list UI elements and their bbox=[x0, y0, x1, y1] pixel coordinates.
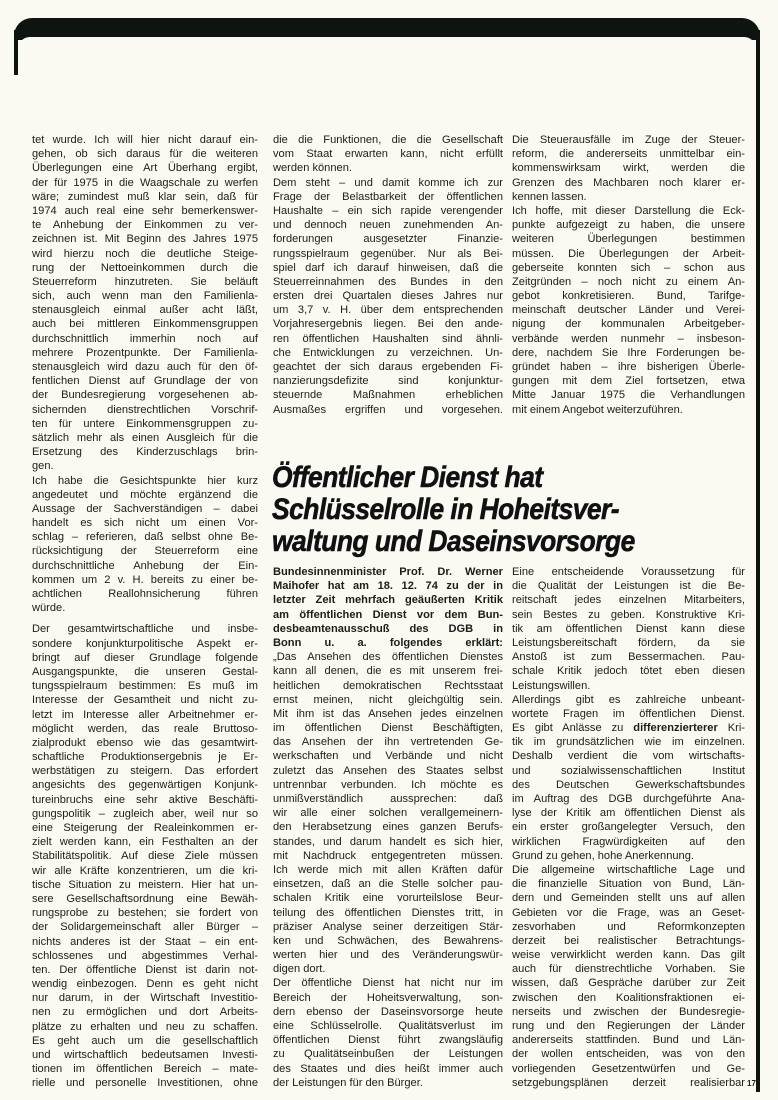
text-line: dere, nachdem Sie Ihre Forderungen be- bbox=[512, 346, 745, 359]
text-line: Anstoß ist zum Bessermachen. Pau- bbox=[512, 651, 745, 664]
text-line: dern und Gemeinden stellt uns auf allen bbox=[512, 892, 745, 905]
text-line: wendig einbezogen. Denn es geht nicht bbox=[32, 978, 258, 991]
text-line: digen dort. bbox=[273, 963, 326, 976]
text-line: ken und Schwächen, des Bewahrens- bbox=[273, 934, 503, 947]
text-line: vorliegenden Gesetzentwürfen und Ge- bbox=[512, 1062, 745, 1075]
text-line: derzeit bei realistischer Betrachtungs- bbox=[512, 934, 745, 947]
text-line: schale Kritik jedoch tötet eben diesen bbox=[512, 665, 745, 678]
text-line: che Entwicklungen zu verzeichnen. Un- bbox=[273, 346, 503, 359]
text-line: zu Qualitätseinbußen der Leistungen bbox=[273, 1048, 503, 1061]
text-line: Interesse der Gesamtheit und nicht zu- bbox=[32, 694, 258, 707]
text-line: nen zu ermöglichen und dort Arbeits- bbox=[32, 1006, 258, 1019]
text-line: Aussage der Sachverständigen – dabei bbox=[32, 502, 258, 515]
text-line: zeichnen ist. Mit Beginn des Jahres 1975 bbox=[32, 233, 258, 246]
headline-line: Schlüsselrolle in Hoheitsver- bbox=[272, 493, 620, 526]
text-line: wirklichen Fragwürdigkeiten auf den bbox=[512, 835, 745, 848]
text-line: Bereich der Hoheitsverwaltung, son- bbox=[273, 991, 503, 1004]
text-line: lyse der Kritik am öffentlichen Dienst als bbox=[512, 807, 745, 820]
text-line: der Leistungen für den Bürger. bbox=[273, 1076, 423, 1089]
text-line: tureinbruchs eine sehr aktive Beschäfti- bbox=[32, 793, 258, 806]
paragraph bbox=[273, 650, 503, 976]
text-line: einsetzen, daß an die Stelle solcher pau- bbox=[273, 878, 503, 891]
text-line: wir alle einer solchen verallgemeinern- bbox=[273, 807, 503, 820]
text-line: nerseits und zwischen der Bundesregie- bbox=[512, 1005, 745, 1018]
text-line: rücksichtigung der Steuerreform eine bbox=[32, 545, 258, 558]
left-frame-rule bbox=[14, 30, 18, 75]
text-line: Mitte Januar 1975 die Verhandlungen bbox=[512, 389, 745, 402]
text-line: vom Staat erwarten kann, nicht erfüllt bbox=[273, 148, 503, 161]
text-line: möglicht werden, das reale Bruttoso- bbox=[32, 722, 258, 735]
text-segment: Es gibt Anlässe zu bbox=[512, 722, 634, 735]
text-line: durchschnittlich immerhin noch auf bbox=[32, 332, 258, 345]
text-line: kann all denen, die es mit unserem frei- bbox=[273, 665, 503, 678]
text-line: durchschnittliche Anhebung der Ein- bbox=[32, 559, 258, 572]
text-line: wäre; zumindest muß klar sein, daß für bbox=[32, 190, 258, 203]
text-line: werden können. bbox=[273, 162, 352, 175]
paragraph bbox=[273, 176, 503, 417]
text-line: rung und den Regierungen der Länder bbox=[512, 1020, 745, 1032]
text-line: tionen im öffentlichen Bereich – mate- bbox=[32, 1063, 258, 1076]
text-line: mit einem Angebot weiterzuführen. bbox=[512, 403, 683, 416]
paragraph bbox=[512, 133, 745, 204]
text-line: spiel darf ich darauf hinweisen, daß die bbox=[273, 261, 503, 274]
text-line: forderungen ausgesetzter Finanzie- bbox=[273, 233, 503, 246]
text-line: desbeamtenausschuß des DGB in bbox=[273, 622, 503, 635]
text-line: um 3,7 v. H. über dem entsprechenden bbox=[273, 304, 503, 317]
page-frame-inner bbox=[18, 37, 756, 67]
paragraph bbox=[32, 474, 258, 616]
text-line: zialprodukt ebenso wie das gesamtwirt- bbox=[32, 736, 258, 749]
text-line: des Staates und dies heißt immer auch bbox=[273, 1062, 503, 1075]
column-middle-bottom bbox=[273, 565, 503, 1090]
text-line: sondere konjunkturpolitische Aspekt er- bbox=[32, 637, 258, 650]
text-line: die die Funktionen, die die Gesellschaft bbox=[273, 134, 503, 146]
paragraph bbox=[512, 863, 745, 1090]
text-line: auch für dienstrechtliche Vorhaben. Sie bbox=[512, 963, 745, 976]
text-line: plätze zu erhalten und neu zu schaffen. bbox=[32, 1020, 258, 1033]
text-line: tische Situation zu meistern. Hier hat un- bbox=[32, 878, 258, 891]
text-line: rung der Nettoeinkommen durch die bbox=[32, 261, 258, 274]
text-line: der Solidargemeinschaft aller Bürger – bbox=[32, 921, 258, 934]
text-line: wird hierzu noch die deutliche Steige- bbox=[32, 247, 258, 260]
text-line: sichernden dienstrechtlichen Vorschrif- bbox=[32, 403, 258, 416]
text-line: Grund zu gehen, hohe Anerkennung. bbox=[512, 849, 694, 862]
text-line: sein Bestes zu geben. Konstruktive Kri- bbox=[512, 608, 745, 621]
text-line: Vorjahresergebnis liegen. Bei den ande- bbox=[273, 318, 503, 331]
text-line: werten hier und des Veränderungswür- bbox=[273, 949, 503, 962]
text-line: und wirtschaftlich bedeutsamen Investi- bbox=[32, 1049, 258, 1061]
text-line: Deshalb verdient die vom wirtschafts- bbox=[512, 750, 745, 763]
text-line: Ersetzung des Kinderzuschlags brin- bbox=[32, 446, 258, 459]
text-line: standes, und darum handelt es sich hier, bbox=[273, 835, 503, 848]
paragraph bbox=[512, 693, 745, 863]
text-line: weise verwirklicht werden kann. Das gilt bbox=[512, 949, 745, 962]
text-line: müssen. Die Überlegungen der Arbeit- bbox=[512, 247, 745, 260]
paragraph bbox=[273, 133, 503, 176]
text-line: zesvorhaben und Reformkonzepten bbox=[512, 920, 745, 933]
text-line: punkte aufgezeigt zu haben, die unsere bbox=[512, 219, 745, 232]
text-line: Ausgangspunkte, die unseren Gestal- bbox=[32, 665, 258, 678]
text-line: mit Nachdruck entgegentreten müssen. bbox=[273, 849, 503, 862]
text-line: letzt im Interesse aller Arbeitnehmer er- bbox=[32, 708, 258, 721]
text-line: verbände werden nunmehr – insbeson- bbox=[512, 332, 745, 345]
text-line: angedeutet und möchte ergänzend die bbox=[32, 488, 258, 501]
text-line: Eine entscheidende Voraussetzung für bbox=[512, 566, 745, 578]
page-number: 17 bbox=[747, 1079, 756, 1088]
text-line: Leistungsbereitschaft fördern, da sie bbox=[512, 636, 745, 649]
text-line: Es geht auch um die gesellschaftlich bbox=[32, 1034, 258, 1047]
text-line: rungsprobe zu bestehen; sie fordert von bbox=[32, 907, 258, 920]
text-line: gebot konkretisieren. Bund, Tarifge- bbox=[512, 290, 745, 303]
text-line: nur darum, in der Wirtschaft Investitio- bbox=[32, 992, 258, 1005]
text-line: ten für untere Einkommensgruppen zu- bbox=[32, 417, 258, 430]
text-line: geachtet der sich daraus ergebenden Fi- bbox=[273, 361, 503, 373]
article-headline bbox=[272, 462, 747, 558]
text-line: der Bundesregierung vorgesehenen ab- bbox=[32, 389, 258, 402]
text-line: eine Steigerung der Realeinkommen er- bbox=[32, 822, 258, 834]
text-line: werbstätigen zu steigern. Das erfordert bbox=[32, 765, 258, 778]
text-line: Grenzen des Machbaren noch klarer er- bbox=[512, 176, 745, 189]
text-line: sich, auch wenn man den Familienla- bbox=[32, 290, 258, 303]
text-line: „Das Ansehen des öffentlichen Dienstes bbox=[273, 651, 503, 664]
text-line: Steuerreform hinzutreten. Sie beläuft bbox=[32, 275, 258, 288]
column-left bbox=[32, 133, 258, 1091]
text-line: nanzierungsdefizite sind konjunktur- bbox=[273, 375, 503, 388]
text-line: Ich hoffe, mit dieser Darstellung die Eck- bbox=[512, 204, 745, 217]
text-line: die finanzielle Situation von Bund, Län- bbox=[512, 878, 745, 891]
right-frame-rule bbox=[756, 30, 760, 1092]
text-line: kennen lassen. bbox=[512, 190, 587, 203]
paragraph bbox=[273, 976, 503, 1090]
text-line: geberseite konnten sich – schon aus bbox=[512, 261, 745, 274]
text-line: eine Schlüsselrolle. Qualitätsverlust im bbox=[273, 1020, 503, 1032]
text-line: Zeitgründen – noch nicht zu einem An- bbox=[512, 275, 745, 288]
text-line: steuernde Maßnahmen erheblichen bbox=[273, 389, 503, 402]
text-line: Die Steuerausfälle im Zuge der Steuer- bbox=[512, 134, 745, 146]
text-line: im Auftrag des DGB durchgeführte Ana- bbox=[512, 793, 745, 805]
text-line: wir alle Kräfte konzentrieren, um die kri- bbox=[32, 864, 258, 877]
text-line: ersten drei Quartalen dieses Jahres nur bbox=[273, 290, 503, 303]
text-line: ren öffentlichen Haushalten sind ähnli- bbox=[273, 332, 503, 345]
text-line: Ich habe die Gesichtspunkte hier kurz bbox=[32, 474, 258, 487]
text-line: reform, die andererseits unmittelbar ein- bbox=[512, 148, 745, 161]
text-line: des Deutschen Gewerkschaftsbundes bbox=[512, 778, 745, 791]
text-line: nigung der kommunalen Arbeitgeber- bbox=[512, 318, 745, 331]
text-line: te Anhebung der Einkommen zu ver- bbox=[32, 219, 258, 232]
text-line: gen. bbox=[32, 460, 54, 473]
text-line: Frage der Belastbarkeit der öffentlichen bbox=[273, 190, 503, 203]
text-line: auch bei mittleren Einkommensgruppen bbox=[32, 318, 258, 331]
headline-line: Öffentlicher Dienst hat bbox=[272, 461, 543, 494]
text-line: der für 1975 in die Waagschale zu werfen bbox=[32, 176, 258, 189]
text-line: andererseits stattfinden. Bund und Län- bbox=[512, 1034, 745, 1047]
text-line: Überlegungen eine Art Überhang ergibt, bbox=[32, 162, 258, 175]
paragraph bbox=[512, 204, 745, 417]
text-line: stenausgleich einmal außer acht läßt, bbox=[32, 304, 258, 317]
text-line: fentlichen Dienst auf Grundlage der von bbox=[32, 375, 258, 388]
text-line: schalen Kritik eine vorurteilslose Beur- bbox=[273, 892, 503, 905]
text-segment: Kri- bbox=[717, 722, 745, 735]
text-line: Bonn u. a. folgendes erklärt: bbox=[273, 636, 503, 649]
text-line: rungsspielraum gegenüber. Nur als Bei- bbox=[273, 247, 503, 260]
text-line: gehen, ob sich daraus für die weiteren bbox=[32, 148, 258, 161]
text-line: wissen, daß Gespräche darüber zur Zeit bbox=[512, 977, 745, 990]
text-line: präziser Analyse seiner derzeitigen Stär- bbox=[273, 920, 503, 933]
text-line: und sozialwissenschaftlichen Institut bbox=[512, 764, 745, 777]
text-line: Allerdings gibt es zahlreiche unbeant- bbox=[512, 693, 745, 706]
text-line: tet wurde. Ich will hier nicht darauf ein- bbox=[32, 134, 258, 146]
text-line: mehrere Prozentpunkte. Der Familienla- bbox=[32, 346, 258, 359]
text-line: den Herabsetzung eines ganzen Berufs- bbox=[273, 821, 503, 834]
text-line: das Ansehen der ihn vertretenden Ge- bbox=[273, 736, 503, 749]
text-line: kommen um 2 v. H. bereits zu einer be- bbox=[32, 573, 258, 586]
text-line: ein erster großangelegter Versuch, den bbox=[512, 821, 745, 834]
column-right-bottom bbox=[512, 565, 745, 1090]
text-line: handelt es sich nicht um einen Vor- bbox=[32, 517, 258, 530]
text-line: schlossenes und abgestimmes Verhal- bbox=[32, 949, 258, 962]
text-line: gründet haben – ihre bisherigen Überle- bbox=[512, 361, 745, 373]
text-line: heitlichen demokratischen Rechtsstaat bbox=[273, 679, 503, 692]
text-line: Haushalte – ein sich rapide verengender bbox=[273, 204, 503, 217]
text-line: setzgebungsplänen derzeit realisierbar bbox=[512, 1076, 745, 1089]
text-line: angesichts des gegenwärtigen Konjunk- bbox=[32, 779, 258, 792]
text-line: letzter Zeit mehrfach geäußerten Kritik bbox=[273, 594, 503, 607]
text-line: ernst meinen, nicht gleichgültig sein. bbox=[273, 693, 503, 706]
text-line: zielt werden kann, ein Festhalten an der bbox=[32, 836, 258, 849]
text-line: untrennbar verbunden. Ich möchte es bbox=[273, 778, 503, 791]
text-line: der wollen entscheiden, was von den bbox=[512, 1048, 745, 1061]
text-line: zwischen den Koalitionsfraktionen ei- bbox=[512, 991, 745, 1004]
text-line: weiteren Überlegungen bestimmen bbox=[512, 233, 745, 246]
text-line: tungsspielraum bestimmen: Es muß im bbox=[32, 680, 258, 693]
text-line: kommenswirksam wirkt, werden die bbox=[512, 162, 745, 175]
column-right-top bbox=[512, 133, 745, 417]
text-line: 1974 auch real eine sehr bemerkenswer- bbox=[32, 204, 258, 217]
text-line: Der gesamtwirtschaftliche und insbe- bbox=[32, 623, 258, 636]
text-line: Steuerreinnahmen des Bundes in den bbox=[273, 275, 503, 288]
text-line: Leistungswillen. bbox=[512, 679, 591, 692]
text-line: schaftliche Produktionsergebnis je Er- bbox=[32, 751, 258, 764]
text-line: gungspolitik – zugleich aber, weil nur so bbox=[32, 807, 258, 820]
paragraph bbox=[512, 565, 745, 693]
text-line: unmißverständlich aussprechen: daß bbox=[273, 793, 503, 805]
text-line: achtlichen Reallohnsicherung führen bbox=[32, 588, 258, 600]
text-line: Stabilitätspolitik. Auf diese Ziele müssen bbox=[32, 850, 258, 863]
text-line: Der öffentliche Dienst hat nicht nur im bbox=[273, 977, 503, 990]
text-line: Mit ihm ist das Ansehen jedes einzelnen bbox=[273, 707, 503, 720]
text-line: die Qualität der Leistungen ist die Be- bbox=[512, 580, 745, 593]
text-line: gungen mit dem Ziel fortsetzen, etwa bbox=[512, 375, 745, 388]
text-line: und dennoch neuen zunehmenden An- bbox=[273, 219, 503, 232]
text-line: tik im grundsätzlichen wie im einzelnen. bbox=[512, 736, 745, 749]
text-line: tik am öffentlichen Dienst kann diese bbox=[512, 622, 745, 635]
text-line: dern ebenso der Daseinsvorsorge heute bbox=[273, 1005, 503, 1018]
text-line: stenausgleich wird dazu auch für den öf- bbox=[32, 361, 258, 373]
text-line: reitschaft jedes einzelnen Mitarbeiters, bbox=[512, 594, 745, 607]
text-line: Dem steht – und damit komme ich zur bbox=[273, 176, 503, 189]
text-line: nichts anderes ist der Staat – ein ent- bbox=[32, 935, 258, 948]
text-line: würde. bbox=[32, 602, 66, 615]
text-line: Die allgemeine wirtschaftliche Lage und bbox=[512, 863, 745, 876]
text-line: bringt auf dieser Grundlage folgende bbox=[32, 651, 258, 664]
text-line: sere Gesellschaftsordnung eine Bewäh- bbox=[32, 892, 258, 905]
text-line: rielle und personelle Investitionen, ohne bbox=[32, 1077, 258, 1090]
text-line: werkschaften und Verbände und nicht bbox=[273, 750, 503, 763]
headline-line: waltung und Daseinsvorsorge bbox=[272, 525, 635, 558]
text-line: teilung des öffentlichen Dienstes tritt, in bbox=[273, 906, 503, 919]
text-line: Bundesinnenminister Prof. Dr. Werner bbox=[273, 566, 503, 578]
text-line: im öffentlichen Dienst Beschäftigten, bbox=[273, 722, 503, 735]
column-middle-top bbox=[273, 133, 503, 417]
text-line: öffentlichen Dienst führt zwangsläufig bbox=[273, 1034, 503, 1047]
bold-emphasis: differenzierterer bbox=[633, 722, 718, 735]
text-line: schlag – referieren, daß selbst ohne Be- bbox=[32, 531, 258, 544]
text-line: Gebieten vor die Frage, was an Geset- bbox=[512, 906, 745, 919]
text-line: Ich werde mich mit allen Kräften dafür bbox=[273, 863, 503, 876]
text-line: Ausmaßes ergriffen und vorgesehen. bbox=[273, 403, 503, 416]
paragraph bbox=[32, 133, 258, 474]
text-line: Maihofer hat am 18. 12. 74 zu der in bbox=[273, 580, 503, 593]
text-line bbox=[512, 721, 745, 735]
text-line: ten. Der öffentliche Dienst ist darin not- bbox=[32, 963, 258, 976]
text-line: sätzlich mehr als einen Ausgleich für die bbox=[32, 431, 258, 444]
text-line: meinschaft deutscher Länder und Verei- bbox=[512, 304, 745, 317]
paragraph bbox=[32, 622, 258, 1090]
intro-paragraph bbox=[273, 565, 503, 650]
text-line: zuletzt das Ansehen des Staates selbst bbox=[273, 764, 503, 777]
text-line: am öffentlichen Dienst vor dem Bun- bbox=[273, 608, 503, 621]
text-line: wortete Fragen im öffentlichen Dienst. bbox=[512, 707, 745, 720]
